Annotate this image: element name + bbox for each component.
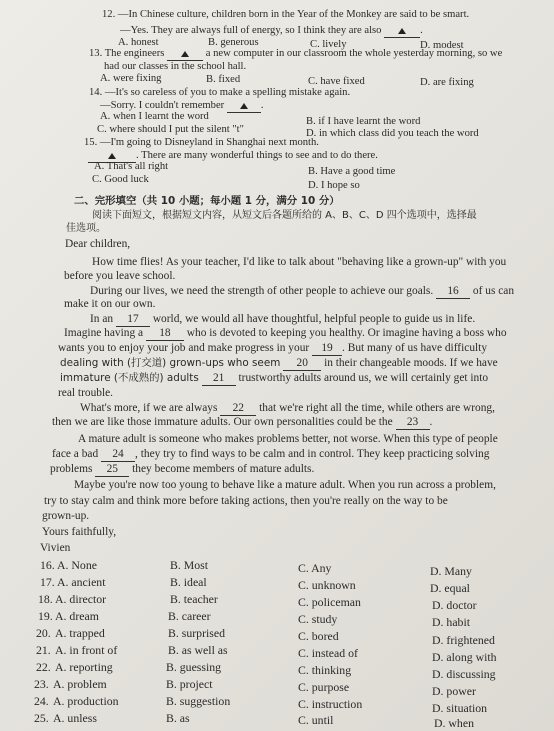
- choice-option-c: C. bored: [298, 629, 339, 643]
- choice-option-a: A. ancient: [57, 575, 106, 589]
- choice-number: 16.: [40, 558, 55, 572]
- choice-option-b: B. project: [166, 677, 213, 691]
- choice-number: 25.: [34, 711, 49, 725]
- q13-stem: 13. The engineers a new computer in our classroom the whole yesterday morning, so we: [89, 48, 503, 59]
- choice-option-d: D. situation: [432, 701, 488, 715]
- q14-option-d: D. in which class did you teach the word: [306, 128, 479, 139]
- choice-option-b: B. surprised: [168, 626, 226, 640]
- passage-line: try to stay calm and think more before taking actions, then you're really on the way to be: [44, 495, 448, 507]
- blank-23: 23: [396, 415, 430, 430]
- blank-16: 16: [436, 284, 470, 299]
- q15-option-b: B. Have a good time: [308, 166, 396, 177]
- passage-line: How time flies! As your teacher, I'd like to talk about "behaving like a grown-up" with you: [92, 256, 507, 268]
- choice-option-d: D. habit: [432, 615, 471, 629]
- choice-option-d: D. power: [432, 684, 476, 698]
- choice-option-a: A. dream: [55, 609, 99, 623]
- q14-stem: 14. —It's so careless of you to make a spelling mistake again.: [89, 87, 351, 98]
- choice-number: 17.: [40, 575, 55, 589]
- q14-reply: —Sorry. I couldn't remember .: [100, 100, 264, 111]
- q15-option-a: A. That's all right: [94, 161, 169, 172]
- passage-line: grown-up.: [42, 510, 90, 522]
- blank-18: 18: [146, 326, 184, 341]
- passage-line: make it on our own.: [64, 298, 156, 310]
- passage-line: problems 25 they become members of mature adults.: [50, 463, 315, 475]
- blank-22: 22: [220, 401, 256, 416]
- choice-option-d: D. equal: [430, 581, 470, 595]
- blank-marker-icon: [181, 51, 189, 57]
- choice-number: 18.: [38, 592, 53, 606]
- q13-option-c: C. have fixed: [308, 76, 365, 87]
- q14-option-a: A. when I learnt the word: [100, 111, 209, 122]
- choice-option-c: C. study: [298, 612, 338, 626]
- choice-option-c: C. instead of: [298, 646, 358, 660]
- blank-20: 20: [283, 356, 321, 371]
- passage-line: face a bad 24 , they try to find ways to be calm and in control. They keep practicing solving: [52, 448, 490, 460]
- passage-closing: Yours faithfully,: [42, 526, 117, 538]
- passage-greeting: Dear children,: [65, 238, 131, 250]
- blank-marker-icon: [240, 103, 248, 109]
- passage-line: Imagine having a 18 who is devoted to keeping you healthy. Or imagine having a boss who: [64, 327, 507, 339]
- choice-option-d: D. when: [434, 716, 474, 730]
- choice-option-a: A. None: [57, 558, 97, 572]
- passage-line: Maybe you're now too young to behave like a mature adult. When you run across a problem,: [74, 479, 496, 491]
- q12-option-d: D. modest: [420, 40, 464, 51]
- q13-option-a: A. were fixing: [100, 73, 162, 84]
- q15-option-c: C. Good luck: [92, 174, 149, 185]
- passage-line: What's more, if we are always 22 that we're right all the time, while others are wrong,: [80, 402, 495, 414]
- passage-line: before you leave school.: [64, 270, 176, 282]
- q14-option-c: C. where should I put the silent "t": [97, 124, 244, 135]
- choice-number: 21.: [36, 643, 51, 657]
- section-title: 二、完形填空（共 10 小题；每小题 1 分，满分 10 分）: [74, 195, 340, 207]
- choice-option-a: A. in front of: [55, 643, 118, 657]
- q13-stem-cont: had our classes in the school hall.: [104, 61, 247, 72]
- blank-marker-icon: [398, 28, 406, 34]
- choice-option-b: B. as well as: [168, 643, 228, 657]
- choice-option-d: D. frightened: [432, 633, 495, 647]
- choice-option-a: A. director: [55, 592, 107, 606]
- passage-line: immature (不成熟的) adults 21 trustworthy adults around us, we will certainly get into: [60, 372, 489, 384]
- choice-option-c: C. instruction: [298, 697, 363, 711]
- q15-stem: 15. —I'm going to Disneyland in Shanghai next month.: [84, 137, 319, 148]
- choice-number: 24.: [34, 694, 49, 708]
- q15-reply: . There are many wonderful things to see and to do there.: [88, 150, 378, 163]
- passage-line: then we are like those immature adults. Our own personalities could be the 23 .: [52, 416, 433, 428]
- choice-option-c: C. unknown: [298, 578, 356, 592]
- choice-option-d: D. doctor: [432, 598, 477, 612]
- passage-line: A mature adult is someone who makes problems better, not worse. When this type of people: [78, 433, 498, 445]
- choice-option-c: C. until: [298, 713, 334, 727]
- q12-option-a: A. honest: [118, 37, 159, 48]
- choice-option-b: B. teacher: [170, 592, 218, 606]
- choice-option-c: C. policeman: [298, 595, 361, 609]
- q14-option-b: B. if I have learnt the word: [306, 116, 421, 127]
- choice-option-c: C. thinking: [298, 663, 352, 677]
- q15-option-d: D. I hope so: [308, 180, 360, 191]
- choice-number: 19.: [38, 609, 53, 623]
- choice-option-d: D. discussing: [432, 667, 496, 681]
- blank-21: 21: [202, 371, 236, 386]
- choice-option-b: B. as: [166, 711, 190, 725]
- section-instructions-cont: 佳选项。: [66, 223, 106, 234]
- choice-option-c: C. Any: [298, 561, 332, 575]
- q12-reply: —Yes. They are always full of energy, so I think they are also .: [120, 25, 423, 36]
- choice-option-b: B. ideal: [170, 575, 207, 589]
- q12-stem: 12. —In Chinese culture, children born in the Year of the Monkey are said to be smart.: [102, 9, 470, 20]
- q12-option-b: B. generous: [208, 37, 259, 48]
- choice-option-d: D. along with: [432, 650, 497, 664]
- blank-marker-icon: [108, 153, 116, 159]
- passage-line: dealing with (打交道) grown-ups who seem 20 in their changeable moods. If we have: [60, 357, 498, 369]
- choice-option-a: A. trapped: [55, 626, 105, 640]
- q12-option-c: C. lively: [310, 39, 347, 50]
- passage-line: real trouble.: [58, 387, 114, 399]
- blank-19: 19: [312, 341, 342, 356]
- passage-line: In an 17 world, we would all have thoughtful, helpful people to guide us in life.: [90, 313, 476, 325]
- choice-option-a: A. problem: [53, 677, 107, 691]
- blank-24: 24: [101, 447, 135, 462]
- passage-line: wants you to enjoy your job and make progress in your 19 . But many of us have difficulty: [58, 342, 488, 354]
- choice-option-b: B. suggestion: [166, 694, 231, 708]
- passage-signature: Vivien: [40, 542, 71, 554]
- choice-number: 20.: [36, 626, 51, 640]
- section-instructions: 阅读下面短文，根据短文内容，从短文后各题所给的 A、B、C、D 四个选项中，选择最: [92, 210, 477, 221]
- choice-option-a: A. unless: [53, 711, 97, 725]
- choice-option-c: C. purpose: [298, 680, 350, 694]
- q13-option-d: D. are fixing: [420, 77, 474, 88]
- q13-option-b: B. fixed: [206, 74, 241, 85]
- choice-number: 23.: [34, 677, 49, 691]
- blank-17: 17: [116, 312, 150, 327]
- blank-25: 25: [95, 462, 129, 477]
- passage-line: During our lives, we need the strength of other people to achieve our goals. 16 of us can: [90, 285, 515, 297]
- choice-option-a: A. production: [53, 694, 119, 708]
- choice-option-a: A. reporting: [55, 660, 113, 674]
- choice-option-b: B. guessing: [166, 660, 222, 674]
- choice-number: 22.: [36, 660, 51, 674]
- choice-option-b: B. Most: [170, 558, 209, 572]
- choice-option-d: D. Many: [430, 564, 472, 578]
- choice-option-b: B. career: [168, 609, 211, 623]
